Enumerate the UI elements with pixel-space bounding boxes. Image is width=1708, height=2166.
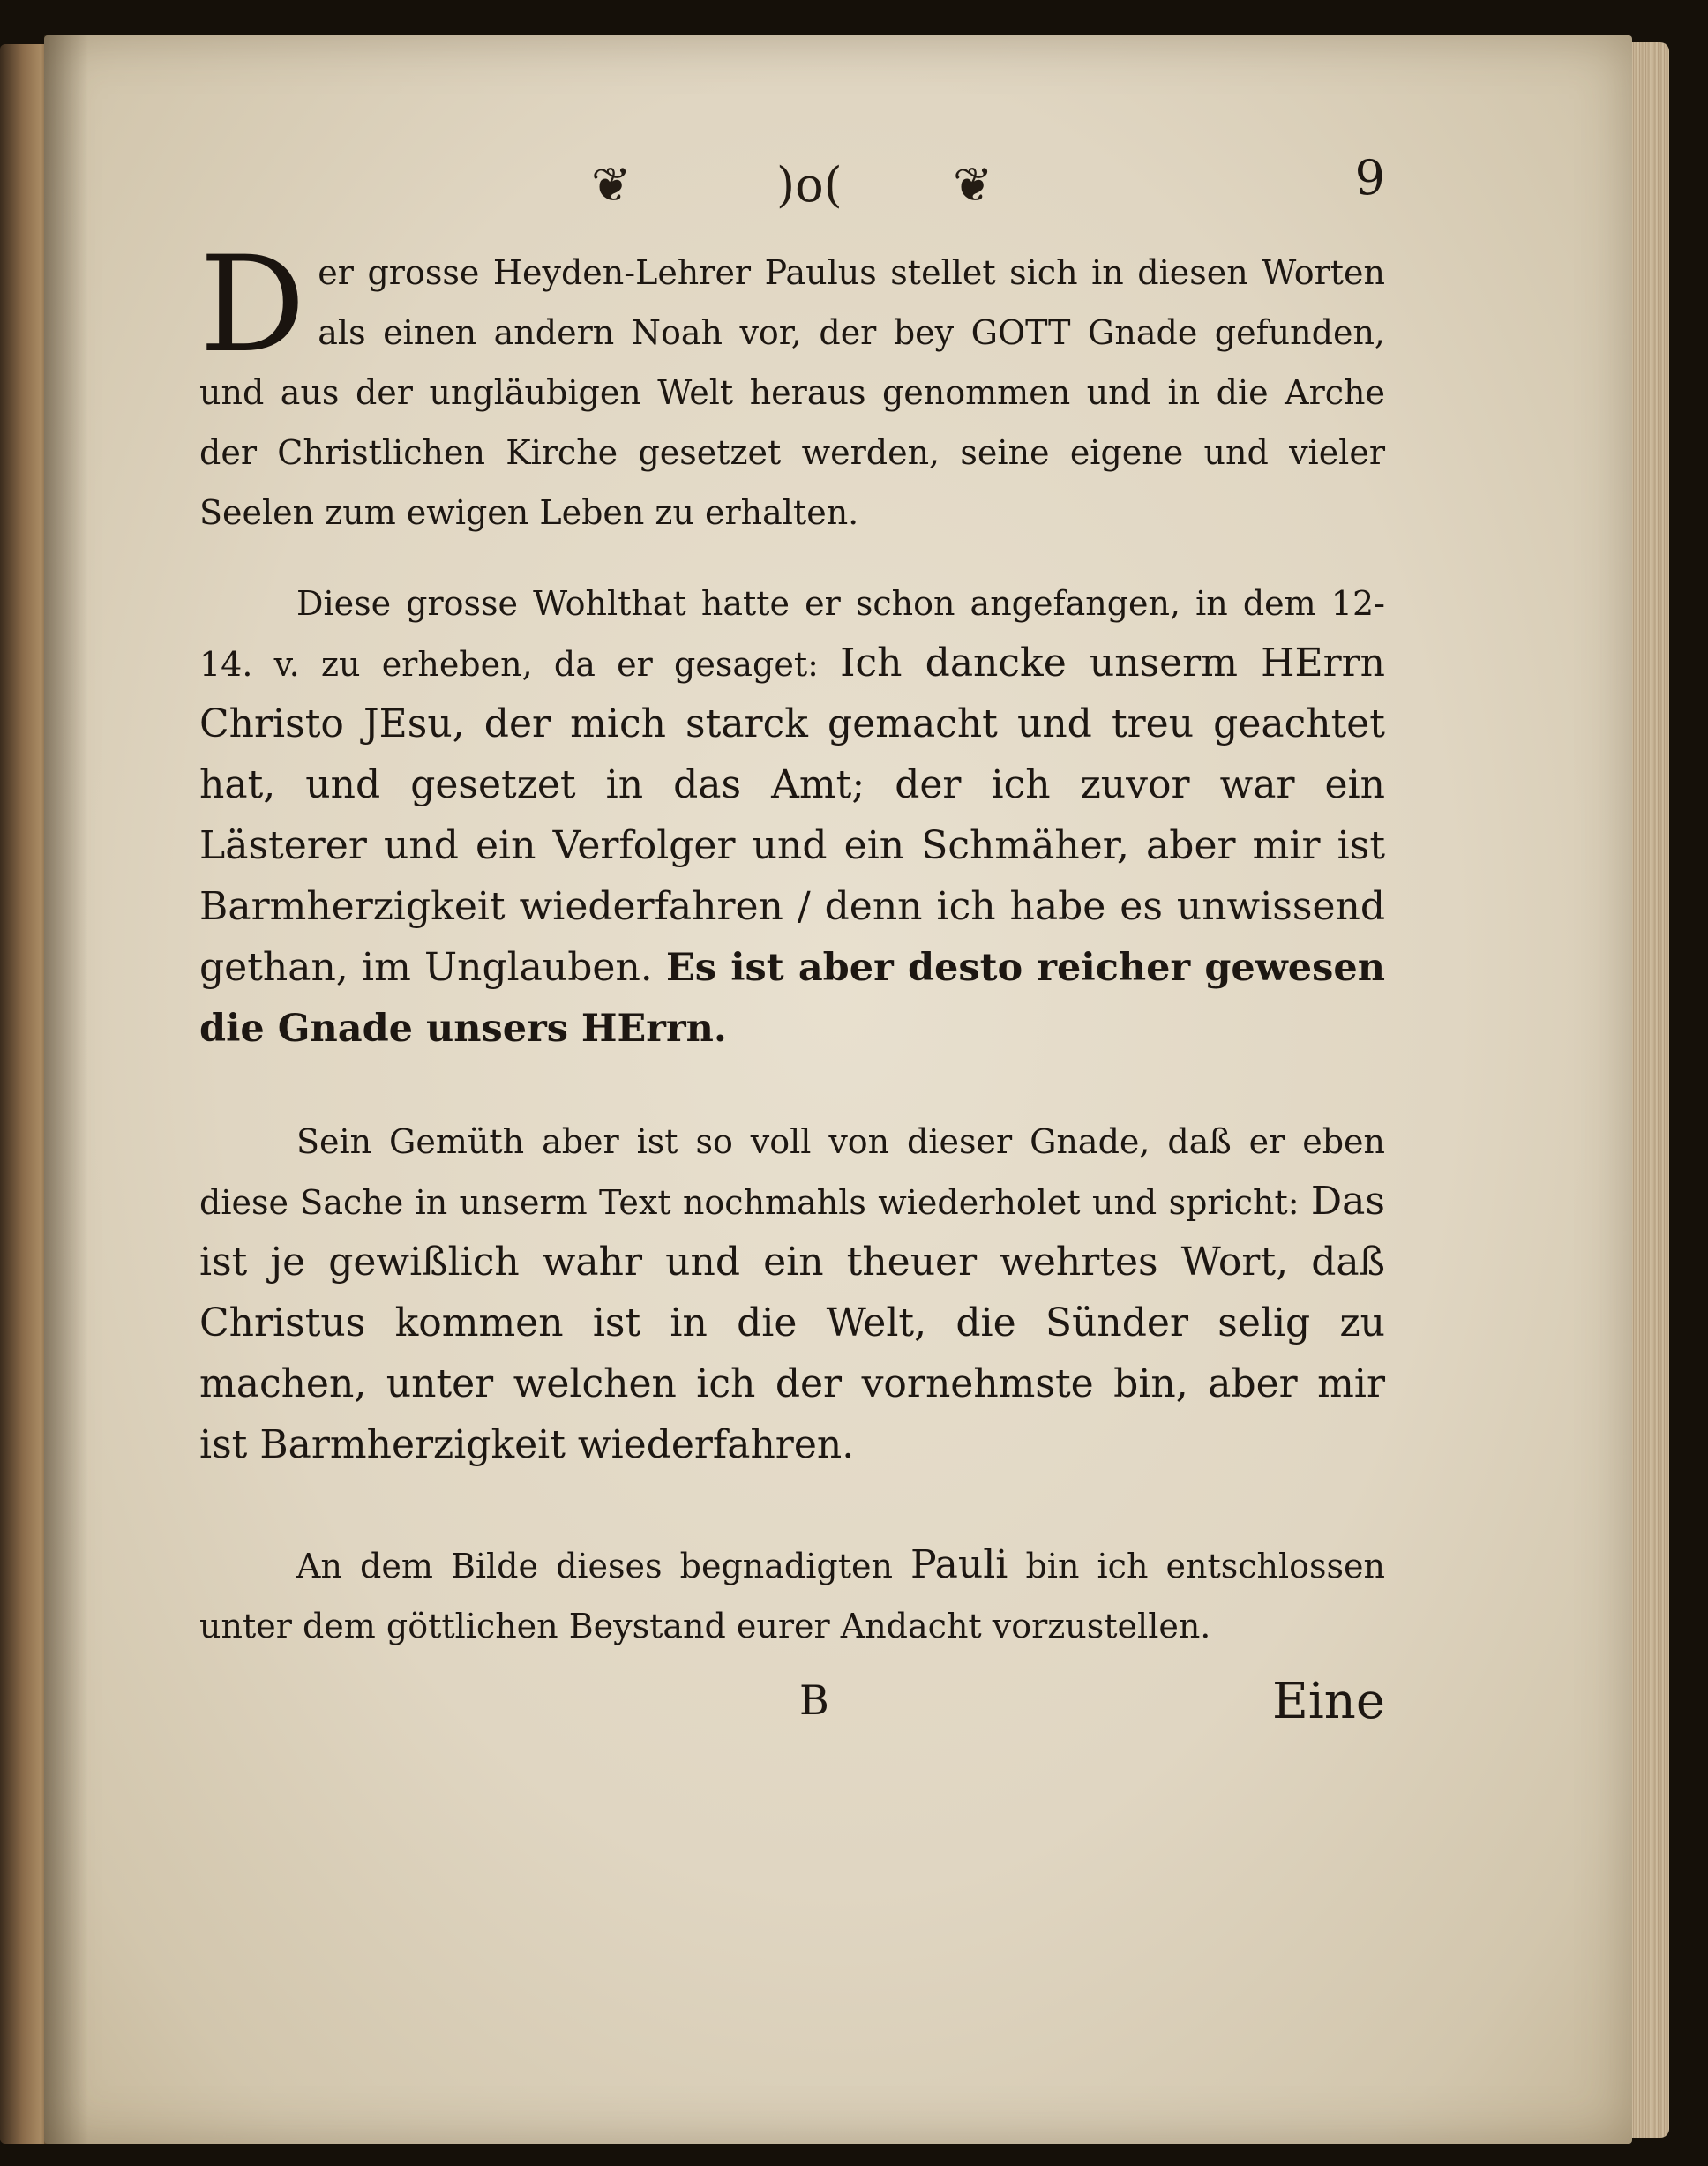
scripture-quote-2: Es ist aber desto reicher gewesen die Gnade unsers HErrn. — [199, 946, 1385, 1051]
page-number: 9 — [1354, 150, 1385, 206]
name-pauli: Pauli — [910, 1542, 1008, 1587]
book-page — [44, 35, 1632, 2144]
paragraph-1-text: er grosse Heyden-Lehrer Paulus stellet sich in diesen Worten als einen andern Noah vor, der bey GOTT Gnade gefunden, und aus der ungläubigen Welt heraus genommen und in die Arche der Christlichen Kirche gesetzet werden, seine eigene und vieler Seelen zum ewigen Leben zu erhalten. — [199, 253, 1385, 532]
paragraph-4-text-b: bin ich entschlossen unter dem göttlichen Beystand eurer Andacht vorzustellen. — [199, 1547, 1385, 1645]
scripture-quote-3: Das ist je gewißlich wahr und ein theuer wehrtes Wort, daß Christus kommen ist in die Welt, die Sünder selig zu machen, unter welchen ich der vornehmste bin, aber mir ist Barmherzigkeit wiederfahren. — [199, 1179, 1385, 1467]
drop-cap: D — [199, 229, 306, 382]
page-header — [538, 150, 1385, 221]
catchword: Eine — [1272, 1673, 1385, 1730]
paragraph-4 — [199, 1535, 1385, 1656]
paragraph-2-text: Diese grosse Wohlthat hatte er schon angefangen, in dem 12-14. v. zu erheben, da er gesaget: — [199, 584, 1385, 684]
scripture-quote-1: Ich dancke unserm HErrn Christo JEsu, der mich starck gemacht und treu geachtet hat, und gesetzet in das Amt; der ich zuvor war ein Lästerer und ein Verfolger und ein Schmäher, aber mir ist Barmherzigkeit wiederfahren / denn ich habe es unwissend gethan, im Unglauben. — [199, 641, 1385, 990]
cherub-ornament-left-icon: ❦ — [591, 157, 632, 213]
page-footer — [199, 1673, 1385, 1747]
cherub-ornament-right-icon: ❦ — [953, 157, 993, 213]
paragraph-4-text-a: An dem Bilde dieses begnadigten — [296, 1547, 911, 1585]
paragraph-2 — [199, 573, 1385, 1060]
paragraph-3-text: Sein Gemüth aber ist so voll von dieser Gnade, daß er eben diese Sache in unserm Text nochmahls wiederholet und spricht: — [199, 1122, 1385, 1222]
paragraph-1 — [199, 229, 1385, 543]
paragraph-3 — [199, 1112, 1385, 1476]
center-ornament-icon: )o( — [776, 157, 843, 213]
signature-mark: B — [799, 1676, 829, 1724]
